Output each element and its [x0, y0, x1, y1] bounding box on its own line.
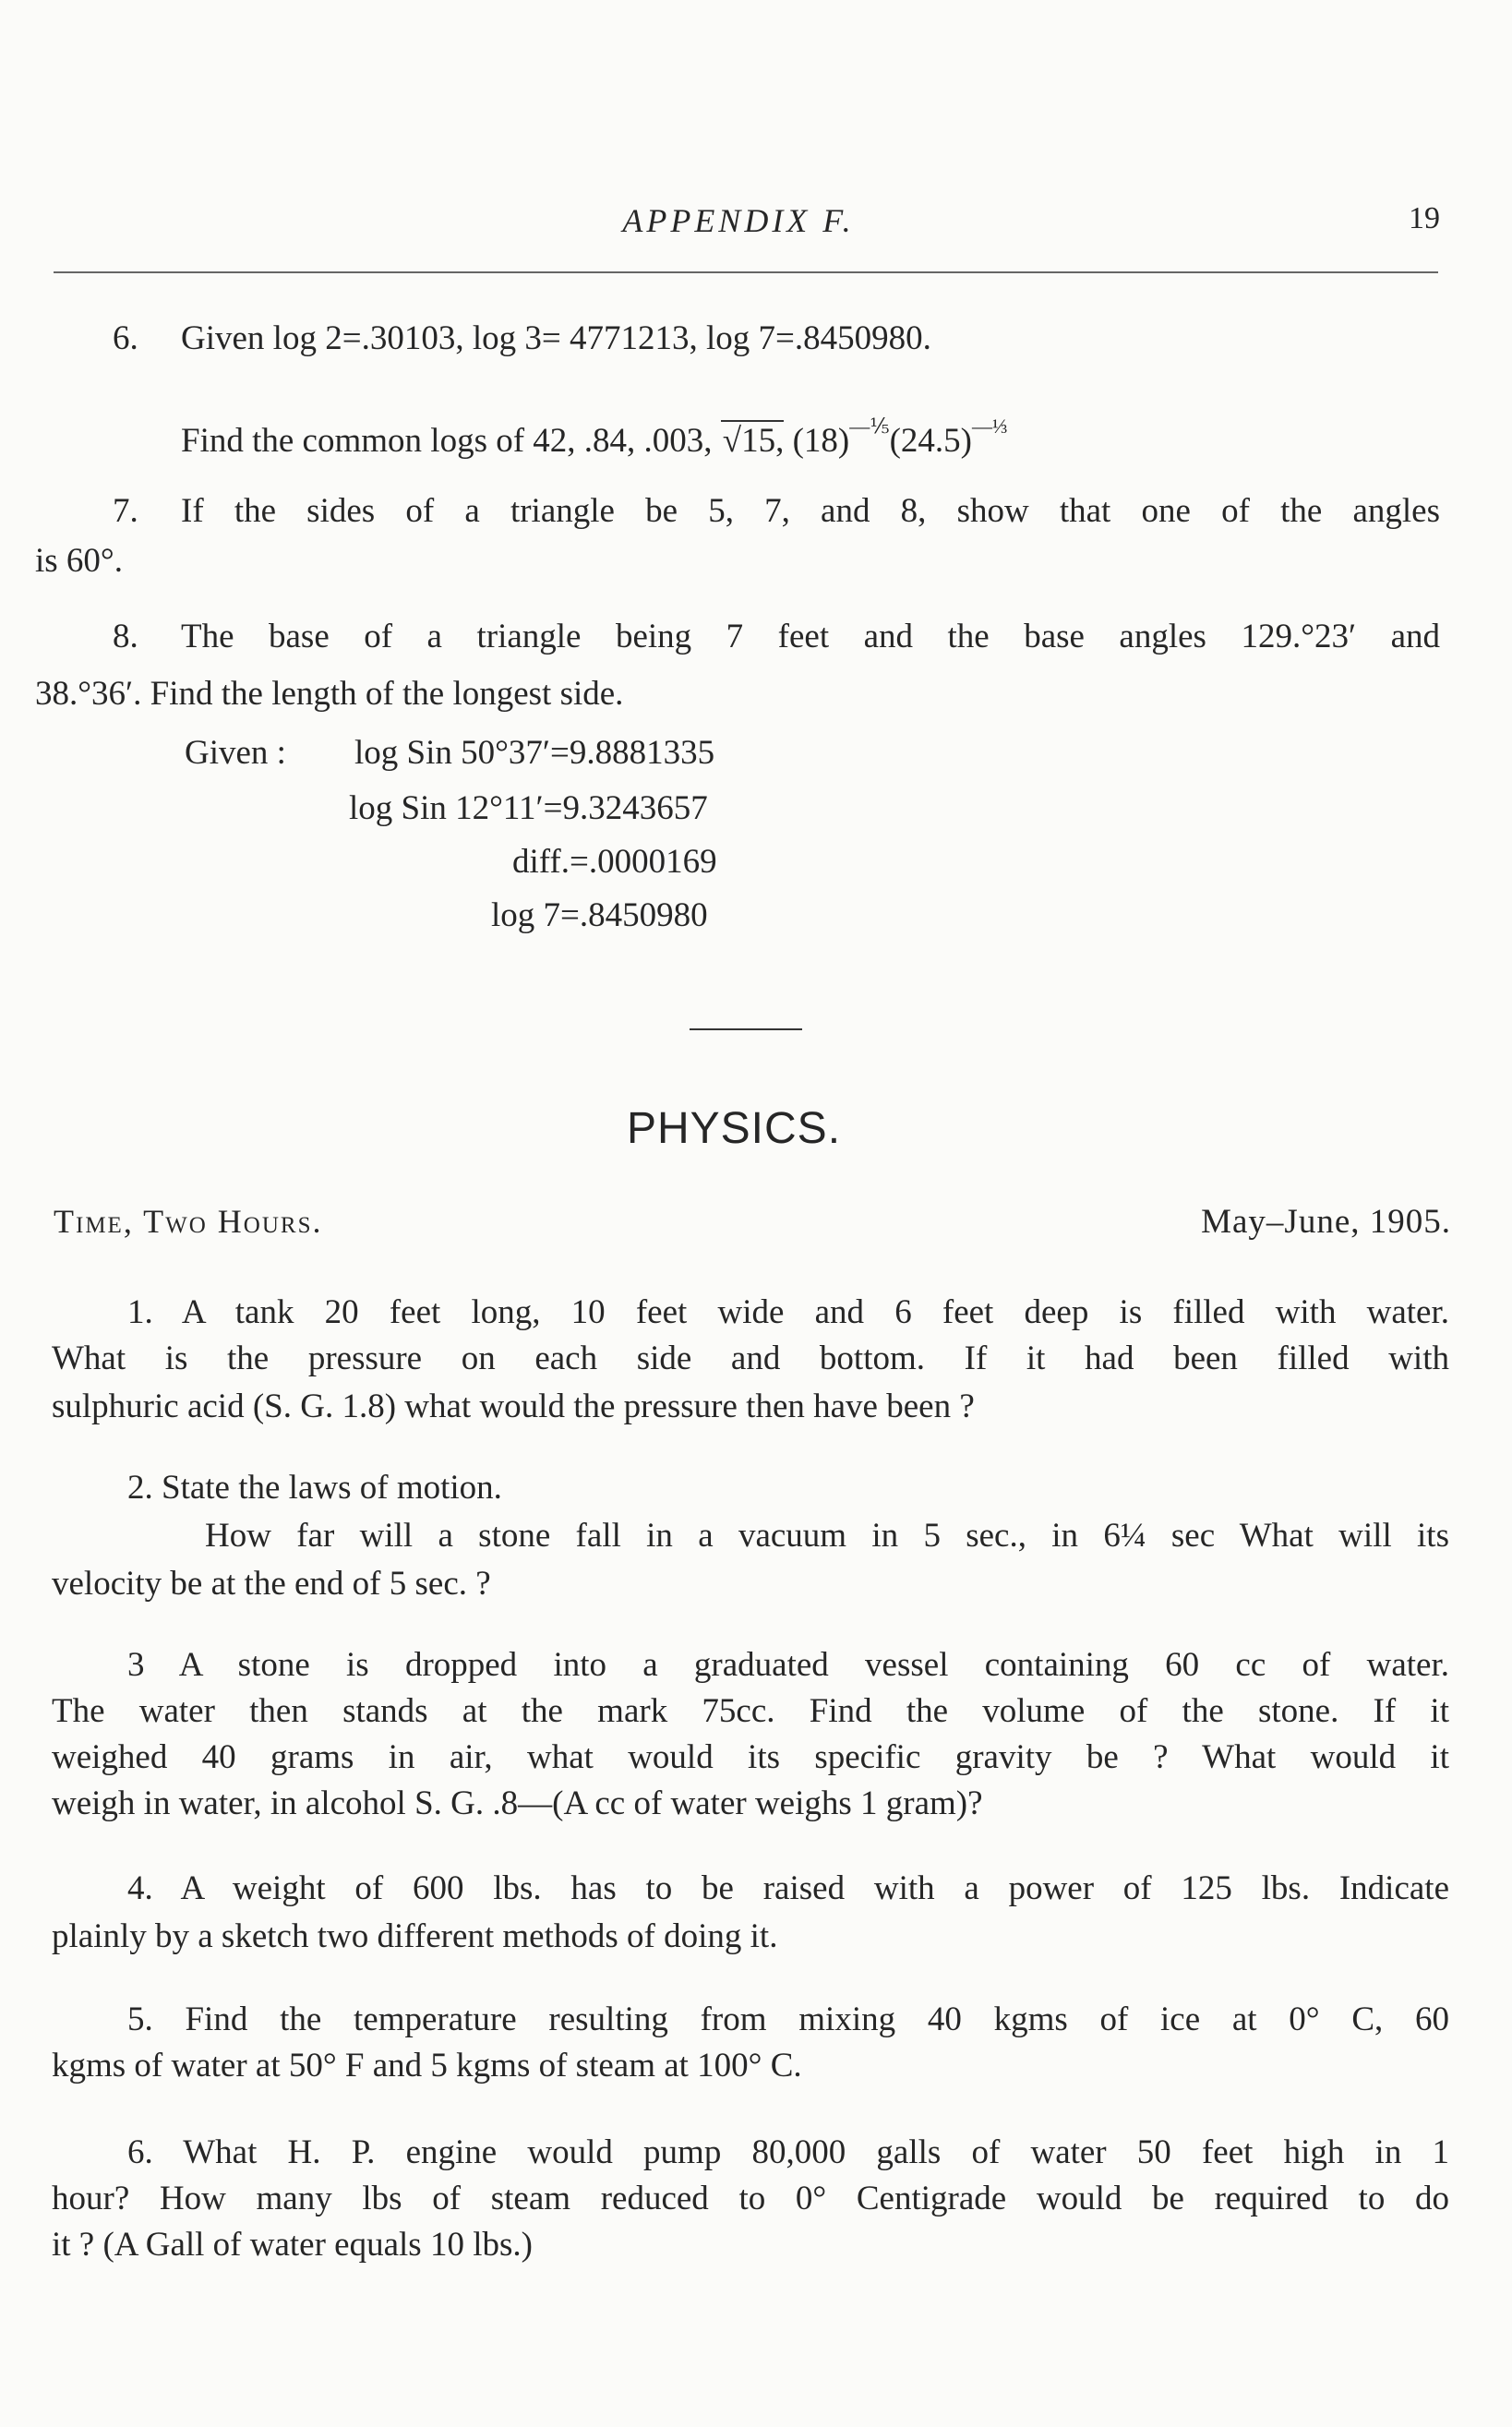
physics-q5-line2: kgms of water at 50° F and 5 kgms of steam at 100° C. [52, 2047, 802, 2085]
given-line-1: log Sin 50°37′=9.8881335 [354, 734, 715, 772]
physics-q5-line1: 5. Find the temperature resulting from mixing 40 kgms of ice at 0° C, 60 [127, 2000, 1449, 2038]
exam-date: May–June, 1905. [1201, 1203, 1451, 1241]
physics-q6-line3: it ? (A Gall of water equals 10 lbs.) [52, 2226, 533, 2264]
physics-q2-line1: 2. State the laws of motion. [127, 1469, 502, 1507]
given-label: Given : [185, 734, 286, 772]
physics-q3-line3: weighed 40 grams in air, what would its specific gravity be ? What would it [52, 1738, 1449, 1776]
page-number: 19 [1409, 201, 1440, 235]
physics-q1-line2: What is the pressure on each side and bottom. If it had been filled with [52, 1340, 1449, 1377]
physics-q1-line1: 1. A tank 20 feet long, 10 feet wide and 6 feet deep is filled with water. [127, 1293, 1449, 1331]
physics-q6-line1: 6. What H. P. engine would pump 80,000 galls of water 50 feet high in 1 [127, 2133, 1449, 2171]
math-q8-line1: 8. The base of a triangle being 7 feet and the base angles 129.°23′ and [113, 618, 1440, 655]
math-q7-line1: 7. If the sides of a triangle be 5, 7, and 8, show that one of the angles [113, 492, 1440, 530]
given-line-3: diff.=.0000169 [512, 843, 717, 881]
physics-q3-line1: 3 A stone is dropped into a graduated vessel containing 60 cc of water. [127, 1646, 1449, 1684]
physics-q1-line3: sulphuric acid (S. G. 1.8) what would the pressure then have been ? [52, 1388, 975, 1425]
header-rule [54, 271, 1438, 273]
square-root-expression: √15, [722, 422, 785, 460]
physics-q3-line2: The water then stands at the mark 75cc. Find the volume of the stone. If it [52, 1692, 1449, 1730]
math-q6-line2: Find the common logs of 42, .84, .003, √15, $(18)^{—\frac{1}{5}}(24.5)^{—\frac{1}{3}}$ [181, 415, 1008, 460]
page-header [55, 201, 1440, 257]
section-title: PHYSICS. [626, 1104, 842, 1153]
physics-q4-line2: plainly by a sketch two different methods of doing it. [52, 1917, 778, 1955]
running-title: APPENDIX F. [622, 202, 855, 239]
physics-q2-line2: How far will a stone fall in a vacuum in 5 sec., in 6¼ sec What will its [205, 1517, 1449, 1555]
physics-q4-line1: 4. A weight of 600 lbs. has to be raised with a power of 125 lbs. Indicate [127, 1869, 1449, 1907]
physics-q2-line3: velocity be at the end of 5 sec. ? [52, 1565, 491, 1603]
math-q6-line1: 6. Given log 2=.30103, log 3= 4771213, log 7=.8450980. [113, 319, 931, 357]
physics-q3-line4: weigh in water, in alcohol S. G. .8—(A cc of water weighs 1 gram)? [52, 1784, 983, 1822]
given-line-2: log Sin 12°11′=9.3243657 [349, 789, 708, 827]
exam-time: Time, Two Hours. [54, 1203, 323, 1240]
physics-q6-line2: hour? How many lbs of steam reduced to 0° Centigrade would be required to do [52, 2180, 1449, 2217]
given-line-4: log 7=.8450980 [491, 896, 708, 934]
math-q8-line2: 38.°36′. Find the length of the longest side. [35, 675, 624, 713]
math-q7-line2: is 60°. [35, 542, 123, 580]
section-divider [690, 1028, 802, 1030]
